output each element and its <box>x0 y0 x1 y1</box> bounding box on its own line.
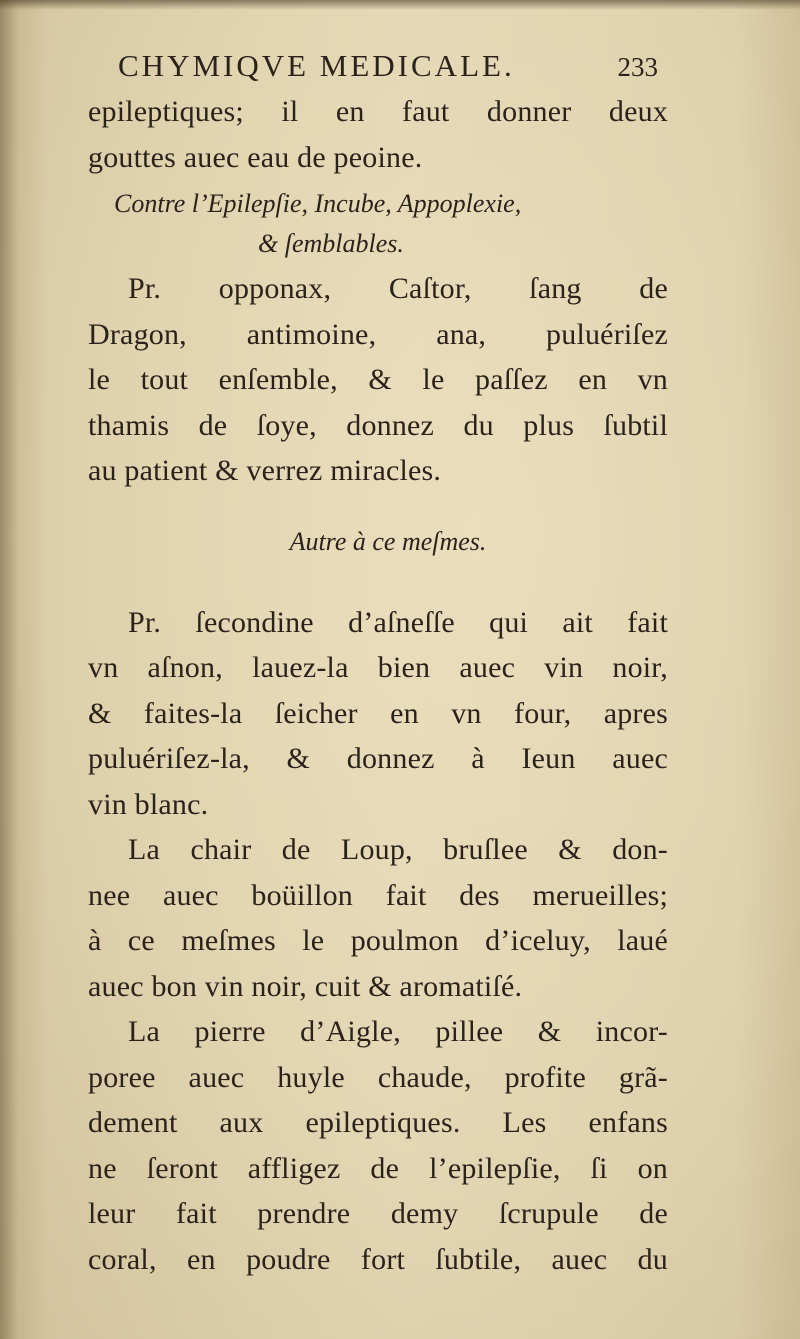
text-line: coral, en poudre fort ſubtile, auec du <box>88 1242 668 1276</box>
page-gutter-shadow <box>0 0 18 1339</box>
section-heading: Autre à ce meſmes. <box>289 526 487 556</box>
text-line: dement aux epileptiques. Les enfans <box>88 1106 668 1139</box>
running-head <box>88 44 668 89</box>
text-line: vin blanc. <box>88 787 209 821</box>
text-line: thamis de ſoye, donnez du plus ſubtil <box>88 408 668 442</box>
text-line: Pr. ſecondine d’aſneſſe qui ait fait <box>128 605 668 639</box>
text-block <box>88 44 668 1282</box>
text-line: epileptiques; il en faut donner deux <box>88 95 668 128</box>
text-line: auec bon vin noir, cuit & aromatiſé. <box>88 969 523 1003</box>
text-line: La pierre d’Aigle, pillee & incor- <box>128 1015 668 1048</box>
text-line: La chair de Loup, bruſlee & don- <box>128 833 668 866</box>
text-line: gouttes auec eau de peoine. <box>88 140 423 174</box>
section-heading: Contre l’Epilepſie, Incube, Appoplexie, <box>114 189 522 218</box>
text-line: nee auec boüillon fait des merueilles; <box>88 878 668 912</box>
text-line: & faites-la ſeicher en vn four, apres <box>88 696 668 730</box>
text-line: au patient & verrez miracles. <box>88 454 442 487</box>
text-line: leur fait prendre demy ſcrupule de <box>88 1197 668 1230</box>
running-head-title: CHYMIQVE MEDICALE. <box>118 48 515 83</box>
section-heading-continuation: & ſemblables. <box>258 229 404 258</box>
text-line: Pr. opponax, Caſtor, ſang de <box>128 272 668 305</box>
text-line: vn aſnon, lauez-la bien auec vin noir, <box>88 651 668 684</box>
text-line: Dragon, antimoine, ana, puluériſez <box>88 317 668 351</box>
text-line: à ce meſmes le poulmon d’iceluy, laué <box>88 924 668 957</box>
text-line: le tout enſemble, & le paſſez en vn <box>88 363 668 396</box>
page-number: 233 <box>617 52 658 82</box>
page-top-shadow <box>0 0 800 10</box>
text-line: poree auec huyle chaude, profite grã- <box>88 1060 668 1094</box>
text-line: ne ſeront affligez de l’epilepſie, ſi on <box>88 1151 668 1185</box>
text-line: puluériſez-la, & donnez à Ieun auec <box>88 742 668 775</box>
